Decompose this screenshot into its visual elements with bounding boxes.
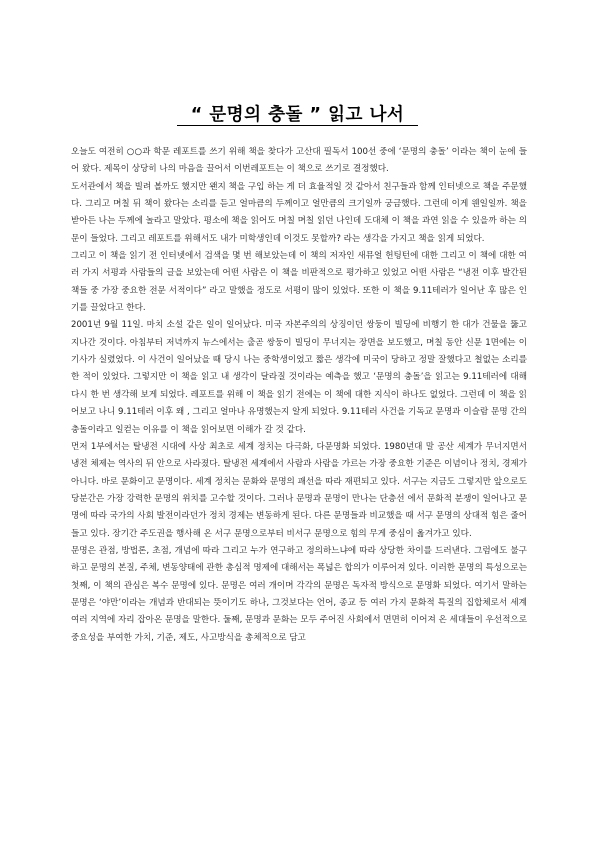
paragraph-part-one: 먼저 1부에서는 탈냉전 시대에 사상 최초로 세계 정치는 다극화, 다문명화 되었다. 1980년대 말 공산 세계가 무너지면서 냉전 체제는 역사의 뒤 안으로 사라졌다. 탈냉전 세계에서 사람과 사람을 가르는 가장 중요한 기준은 이념이나 정치, 경제가 아니다. 바로 문화이고 문명이다. 세계 정치는 문화와 문명의 괘선을 따라 재편되고 있다. 서구는 지금도 그렇지만 앞으로도 당분간은 가장 강력한 문명의 위치를 고수할 것이다. 그러나 문명과 문명이 만나는 단층선 에서 문화적 분쟁이 일어나고 문명에 따라 국가의 사회 발전이라던가 정치 경제는 변동하게 된다. 다른 문명들과 비교했을 때 서구 문명의 상대적 힘은 줄어들고 있다. 장기간 주도권을 행사해 온 서구 문명으로부터 비서구 문명으로 힘의 무게 중심이 옮겨가고 있다. bbox=[71, 441, 527, 539]
paragraph-library: 도서관에서 책을 빌려 볼까도 했지만 왠지 책을 구입 하는 게 더 효율적일 것 같아서 친구들과 함께 인터넷으로 책을 주문했다. 그리고 며칠 뒤 책이 왔다는 소리를 듣고 얼마큼의 두께이고 얼만큼의 크기일까 궁금했다. 그런데 이게 웬일일까. 책을 받아든 나는 두께에 놀라고 말았다. 평소에 책을 읽어도 며칠 며칠 읽던 나인데 도대체 이 책을 과연 읽을 수 있을까 하는 의문이 들었다. 그리고 레포트를 위해서도 내가 미학생인데 이것도 못할까? 라는 생각을 가지고 책을 읽게 되었다. bbox=[71, 181, 527, 244]
paragraph-reviews: 그리고 이 책을 읽기 전 인터넷에서 검색을 몇 번 해보았는데 이 책의 저자인 새뮤얼 헌팅턴에 대한 그리고 이 책에 대한 여러 가지 서평과 사람들의 글을 보았는데 어떤 사람은 이 책을 비판적으로 평가하고 있었고 어떤 사람은 “냉전 이후 발간된 책들 중 가장 중요한 전문 서적이다” 라고 말했을 정도로 서평이 많이 있었다. 또한 이 책을 9.11테러가 일어난 후 많은 인기를 끌었다고 한다. bbox=[71, 251, 527, 314]
title-underline bbox=[177, 125, 418, 126]
document-body bbox=[71, 144, 527, 647]
document-title: “ 문명의 충돌 ” 읽고 나서 bbox=[190, 105, 405, 125]
paragraph-intro: 오늘도 여전히 ○○과 학문 레포트를 쓰기 위해 책을 찾다가 고산대 필독서 100선 중에 ‘문명의 충돌’ 이라는 책이 눈에 들어 왔다. 제목이 상당히 나의 마음을 끌어서 이번레포트는 이 책으로 쓰기로 결정했다. bbox=[71, 147, 527, 175]
paragraph-september-11: 2001년 9월 11일. 마치 소설 같은 일이 일어났다. 미국 자본주의의 상징이던 쌍둥이 빌딩에 비행기 한 대가 건물을 뚫고 지나간 것이다. 아침부터 저녁까지 뉴스에서는 출곧 쌍둥이 빌딩이 무너지는 장면을 보도했고, 며칠 동안 신문 1면에는 이 기사가 실렸었다. 이 사건이 일어났을 때 당시 나는 중학생이었고 짧은 생각에 미국이 당하고 정말 잘했다고 철없는 소리를 한 적이 있었다. 그렇지만 이 책을 읽고 내 생각이 달라질 것이라는 예측을 했고 ‘문명의 충돌’을 읽고는 9.11테러에 대해 다시 한 번 생각해 보게 되었다. 레포트를 위해 이 책을 읽기 전에는 이 책에 대한 지식이 하나도 없었다. 그런데 이 책을 읽어보고 나니 9.11테러 이후 왜 , 그리고 얼마나 유명했는지 알게 되었다. 9.11테러 사건을 기독교 문명과 이슬람 문명 간의 충돌이라고 일컫는 이유를 이 책을 읽어보면 이해가 갈 것 같다. bbox=[71, 320, 527, 435]
paragraph-civilization-definition: 문명은 관점, 방법론, 초점, 개념에 따라 그리고 누가 연구하고 정의하느냐에 따라 상당한 차이를 드러낸다. 그럼에도 불구하고 문명의 본질, 주체, 변동양태에 관한 총심적 명제에 대해서는 폭넓은 합의가 이루어져 있다. 이러한 문명의 특성으로는 첫째, 이 책의 관심은 복수 문명에 있다. 문명은 여러 개이며 각각의 문명은 독자적 방식으로 문명화 되었다. 여기서 말하는 문명은 ‘야만’이라는 개념과 반대되는 뜻이기도 하나, 그것보다는 언어, 종교 등 여러 가지 문화적 특질의 집합체로서 세계 여러 지역에 자리 잡아온 문명을 말한다. 둘째, 문명과 문화는 모두 주어진 사회에서 면면히 이어져 온 세대들이 우선적으로 중요성을 부여한 가치, 기준, 제도, 사고방식을 총체적으로 담고 bbox=[71, 545, 527, 643]
